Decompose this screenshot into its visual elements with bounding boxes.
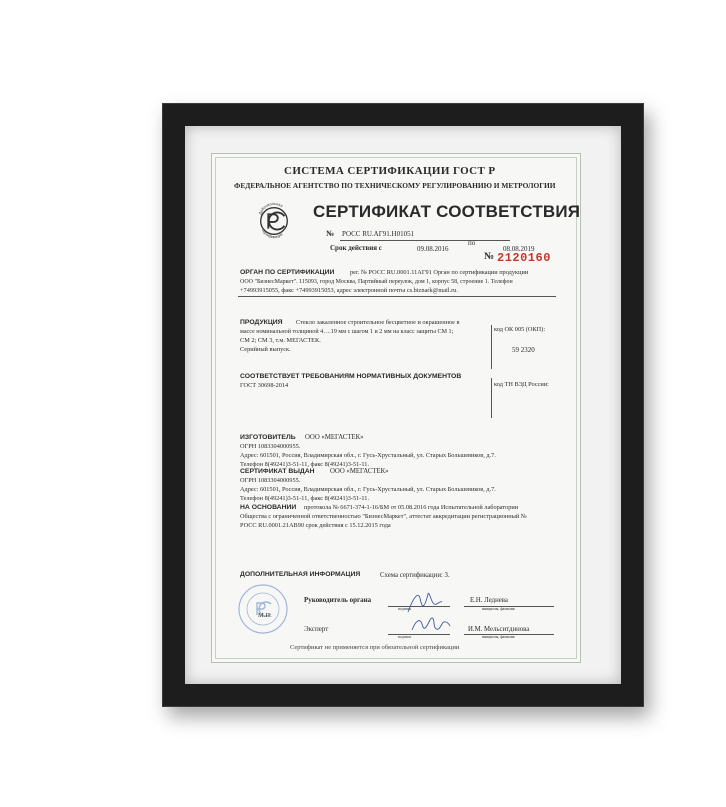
- conformity-label: СООТВЕТСТВУЕТ ТРЕБОВАНИЯМ НОРМАТИВНЫХ ДОКУМЕНТОВ: [240, 373, 462, 380]
- issued-to-phone: Телефон 8(49241)3-51-11, факс 8(49241)3-51-11.: [240, 495, 370, 502]
- date-to: 08.08.2019: [503, 245, 535, 253]
- standard: ГОСТ 30698-2014: [240, 382, 289, 389]
- okp-divider: [491, 325, 492, 369]
- organ-line1: рег. № РОСС RU.0001.11АГ91 Орган по сертификации продукции: [350, 269, 529, 276]
- organ-label: ОРГАН ПО СЕРТИФИКАЦИИ: [240, 269, 335, 276]
- issued-to-label: СЕРТИФИКАТ ВЫДАН: [240, 468, 315, 475]
- number-label: №: [326, 229, 335, 238]
- expert-label: Эксперт: [304, 625, 329, 633]
- head-name-caption: инициалы, фамилия: [482, 607, 515, 611]
- additional-value: Схема сертификации: 3.: [380, 572, 450, 579]
- expert-signature: [408, 610, 452, 640]
- basis-line3: РОСС RU.0001.21АВ90 срок действия с 15.12.2015 года: [240, 522, 391, 529]
- okp-label: код ОК 005 (ОКП):: [494, 326, 546, 333]
- certificate-number: РОСС RU.АГ91.Н01051: [342, 230, 415, 238]
- expert-name: И.М. Мельситдинова: [468, 626, 530, 633]
- additional-label: ДОПОЛНИТЕЛЬНАЯ ИНФОРМАЦИЯ: [240, 571, 361, 578]
- organ-line3: +74993915055, факс +74993915053, адрес электронной почты cs.biznark@mail.ru.: [240, 287, 458, 294]
- issued-to-address: Адрес: 601501, Россия, Владимирская обл., г. Гусь-Хрустальный, ул. Старых Большевиков, д.7.: [240, 486, 496, 493]
- okp-code: 59 2320: [512, 346, 535, 354]
- manufacturer-address: Адрес: 601501, Россия, Владимирская обл., г. Гусь-Хрустальный, ул. Старых Большевиков, д.7.: [240, 452, 496, 459]
- basis-line1: протокола № 6671-374-1-16/БМ от 05.08.2016 года Испытательной лаборатории: [304, 504, 519, 511]
- head-label: Руководитель органа: [304, 596, 372, 604]
- footer-note: Сертификат не применяется при обязательной сертификации: [290, 644, 460, 651]
- date-from: 09.08.2016: [417, 245, 449, 253]
- product-line3: СМ 2; СМ 3, т.м. МЕГАСТЕК.: [240, 337, 321, 344]
- manufacturer-phone: Телефон 8(49241)3-51-11, факс 8(49241)3-51-11.: [240, 461, 370, 468]
- head-name: Е.Н. Леднева: [470, 597, 508, 604]
- certificate-title: СЕРТИФИКАТ СООТВЕТСТВИЯ: [313, 202, 581, 221]
- expert-signature-caption: подпись: [398, 635, 412, 639]
- tnved-label: код ТН ВЭД России:: [494, 381, 549, 388]
- system-title: СИСТЕМА СЕРТИФИКАЦИИ ГОСТ Р: [284, 165, 496, 177]
- basis-label: НА ОСНОВАНИИ: [240, 504, 297, 511]
- serial-number: 2120160: [497, 251, 551, 265]
- expert-name-caption: инициалы, фамилия: [482, 635, 515, 639]
- blue-stamp: [237, 583, 289, 635]
- svg-text:сертификация: сертификация: [260, 228, 284, 240]
- serial-prefix: №: [484, 251, 495, 262]
- number-underline: [340, 240, 510, 241]
- product-line2: массе номинальной толщиной 4….19 мм с шагом 1 и 2 мм на класс защиты СМ 1;: [240, 329, 454, 335]
- basis-line2: Общества с ограниченной ответственностью "БизнесМаркет", аттестат аккредитации регистрационный №: [240, 513, 527, 520]
- svg-text:Добровольная: Добровольная: [258, 202, 284, 216]
- issued-to-ogrn: ОГРН 1083304000955.: [240, 477, 301, 484]
- gost-r-logo: [255, 202, 293, 240]
- head-signature-caption: подпись: [398, 607, 412, 611]
- organ-underline: [238, 296, 556, 297]
- manufacturer-name: ООО «МЕГАСТЕК»: [305, 434, 364, 441]
- manufacturer-label: ИЗГОТОВИТЕЛЬ: [240, 434, 296, 441]
- product-line4: Серийный выпуск.: [240, 346, 291, 353]
- product-label: ПРОДУКЦИЯ: [240, 319, 283, 326]
- tnved-divider: [491, 378, 492, 418]
- organ-line2: ООО "БизнесМаркет". 115093, город Москва, Партийный переулок, дом 1, корпус 58, строение 1. Телефон: [240, 279, 513, 285]
- manufacturer-ogrn: ОГРН 1083304000955.: [240, 443, 301, 450]
- issued-to-name: ООО «МЕГАСТЕК»: [330, 468, 389, 475]
- product-line1: Стекло закаленное строительное бесцветное и окрашенное в: [296, 319, 460, 326]
- to-label: по: [468, 239, 476, 247]
- agency-title: ФЕДЕРАЛЬНОЕ АГЕНТСТВО ПО ТЕХНИЧЕСКОМУ РЕГУЛИРОВАНИЮ И МЕТРОЛОГИИ: [234, 181, 556, 190]
- validity-label: Срок действия с: [330, 244, 382, 252]
- mp-label: М.П.: [258, 612, 272, 619]
